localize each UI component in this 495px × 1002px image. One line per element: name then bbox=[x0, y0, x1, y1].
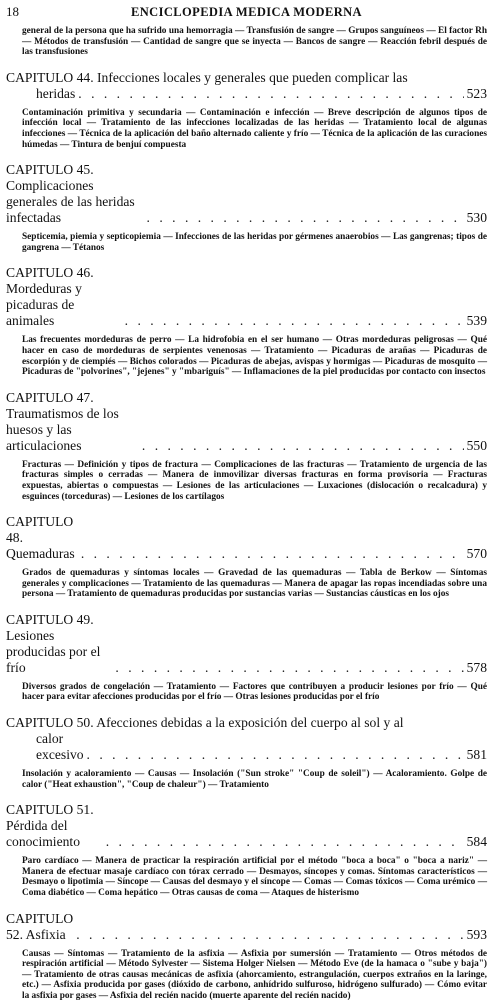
chapter-description: Las frecuentes mordeduras de perro — La hidrofobia en el ser humano — Otras mordeduras peligrosas — Qué hacer en caso de mordeduras de serpientes venenosas — Tratamiento — Picaduras de arañas — Picaduras de escorpión y de ciempiés — Bichos colorados — Picaduras de abejas, avispas y hormigas — Picaduras de mosquito — Picaduras de "polvorines", "jejenes" y "mbariguís" — Inflamaciones de la piel producidas por contacto con insectos bbox=[22, 335, 487, 378]
chapter-page: 523 bbox=[466, 85, 487, 101]
dot-leader bbox=[115, 660, 463, 676]
chapter-title-text: CAPITULO 49. Lesiones producidas por el frío bbox=[6, 611, 101, 675]
chapter-title-text: CAPITULO 48. Quemaduras bbox=[6, 514, 75, 562]
chapter-title bbox=[6, 612, 487, 676]
page-number: 18 bbox=[6, 4, 19, 19]
chapter-title-continued bbox=[6, 86, 487, 102]
chapter-49 bbox=[6, 612, 487, 703]
chapter-page: 578 bbox=[466, 659, 487, 675]
chapter-title bbox=[6, 265, 487, 329]
chapter-50 bbox=[6, 715, 487, 790]
chapter-title bbox=[6, 70, 487, 86]
chapter-page: 584 bbox=[466, 834, 487, 850]
chapter-description: Grados de quemaduras y síntomas locales — Gravedad de las quemaduras — Tabla de Berkow — Síntomas generales y complicaciones — Tratamiento de las quemaduras — Manera de apagar las ropas incendiadas sobre una persona — Tratamiento de quemaduras producidas por sustancias varias — Sustancias cáusticas en los ojos bbox=[22, 568, 487, 600]
dot-leader bbox=[78, 86, 463, 102]
chapter-52 bbox=[6, 911, 487, 1002]
chapter-title bbox=[6, 390, 487, 454]
chapter-title bbox=[6, 911, 487, 943]
chapter-title-line2: calor excesivo bbox=[36, 731, 84, 763]
chapter-48 bbox=[6, 514, 487, 600]
chapter-page: 550 bbox=[466, 437, 487, 453]
chapter-description: Causas — Síntomas — Tratamiento de la asfixia — Asfixia por sumersión — Tratamiento — Otros métodos de respiración artificial — Método Sylvester — Sistema Holger Nielsen — Método Eve (de la hamaca o "sube y baja") — Tratamiento de otras causas mecánicas de asfixia (ahorcamiento, estrangulación, cuerpos extraños en la laringe, etc.) — Asfixia producida por gases (dióxido de carbono, anhídrido sulfuroso, hidrógeno sulfurado) — Cómo evitar la asfixia por gases — Asfixia del recién nacido (muerte aparente del recién nacido) bbox=[22, 948, 487, 1001]
chapter-page: 570 bbox=[466, 546, 487, 562]
dot-leader bbox=[142, 438, 464, 454]
chapter-title-line2: heridas bbox=[36, 85, 76, 101]
chapter-page: 593 bbox=[466, 926, 487, 942]
running-title: ENCICLOPEDIA MEDICA MODERNA bbox=[131, 5, 362, 19]
chapter-46 bbox=[6, 265, 487, 377]
chapter-page: 581 bbox=[466, 747, 487, 763]
chapter-description: Diversos grados de congelación — Tratamiento — Factores que contribuyen a producir lesiones por frío — Qué hacer para evitar afecciones producidas por el frío — Otras lesiones producidas por el frío bbox=[22, 681, 487, 703]
chapter-description: Contaminación primitiva y secundaria — Contaminación e infección — Breve descripción de algunos tipos de infección local — Tratamiento de las infecciones localizadas de las heridas — Tratamiento local de algunas infecciones — Técnica de la aplicación del baño alternado caliente y frío — Técnica de la aplicación de las curaciones húmedas — Tintura de benjuí compuesta bbox=[22, 107, 487, 150]
page-header bbox=[6, 4, 487, 26]
dot-leader bbox=[147, 210, 464, 226]
chapter-title-text: CAPITULO 47. Traumatismos de los huesos y las articulaciones bbox=[6, 389, 119, 453]
chapter-description: Insolación y acaloramiento — Causas — Insolación ("Sun stroke" "Coup de soleil") — Acaloramiento. Golpe de calor ("Heat exhaustion", "Coup de chaleur") — Tratamiento bbox=[22, 769, 487, 790]
chapter-description: Paro cardíaco — Manera de practicar la respiración artificial por el método "boca a boca" o "boca a nariz" — Manera de efectuar masaje cardíaco con tórax cerrado — Desmayos, síncopes y comas. Síntomas característicos — Desmayo o lipotimia — Síncope — Causas del desmayo y el síncope — Comas — Comas tóxicos — Coma urémico — Coma diabético — Coma hepático — Otras causas de coma — Ataques de histerismo bbox=[22, 856, 487, 899]
intro-paragraph: general de la persona que ha sufrido una hemorragia — Transfusión de sangre — Grupos sanguíneos — El factor Rh — Métodos de transfusión — Cantidad de sangre que se inyecta — Bancos de sangre — Reacción febril después de las transfusiones bbox=[22, 26, 487, 58]
dot-leader bbox=[125, 313, 464, 329]
chapter-description: Septicemia, piemia y septicopiemia — Infecciones de las heridas por gérmenes anaerobios — Las gangrenas; tipos de gangrena — Tétanos bbox=[22, 232, 487, 253]
chapter-title bbox=[6, 715, 487, 731]
chapter-44 bbox=[6, 70, 487, 150]
chapter-title bbox=[6, 514, 487, 562]
chapter-description: Fracturas — Definición y tipos de fractura — Complicaciones de las fracturas — Tratamiento de urgencia de las fracturas simples o cerradas — Manera de inmovilizar diversas fracturas en forma provisoria — Fracturas expuestas, abiertas o compuestas — Lesiones de las articulaciones — Luxaciones (dislocación o recalcadura) y esguinces (torceduras) — Lesiones de los cartílagos bbox=[22, 459, 487, 502]
chapter-51 bbox=[6, 802, 487, 898]
chapter-title bbox=[6, 802, 487, 850]
chapter-title-text: CAPITULO 52. Asfixia bbox=[6, 910, 74, 942]
chapter-title-text: CAPITULO 51. Pérdida del conocimiento bbox=[6, 802, 94, 850]
chapter-title bbox=[6, 162, 487, 226]
dot-leader bbox=[76, 927, 463, 943]
chapter-title-continued bbox=[6, 731, 487, 763]
chapter-title-text: CAPITULO 46. Mordeduras y picaduras de animales bbox=[6, 265, 94, 329]
chapter-47 bbox=[6, 390, 487, 502]
chapter-page: 530 bbox=[466, 210, 487, 226]
dot-leader bbox=[87, 747, 464, 763]
chapter-title-text: CAPITULO 45. Complicaciones generales de las heridas infectadas bbox=[6, 162, 135, 226]
chapter-page: 539 bbox=[466, 313, 487, 329]
chapter-title-line1: CAPITULO 50. Afecciones debidas a la exposición del cuerpo al sol y al bbox=[6, 715, 404, 731]
chapter-45 bbox=[6, 162, 487, 253]
chapter-title-line1: CAPITULO 44. Infecciones locales y generales que pueden complicar las bbox=[6, 69, 408, 85]
dot-leader bbox=[106, 834, 464, 850]
dot-leader bbox=[81, 546, 464, 562]
